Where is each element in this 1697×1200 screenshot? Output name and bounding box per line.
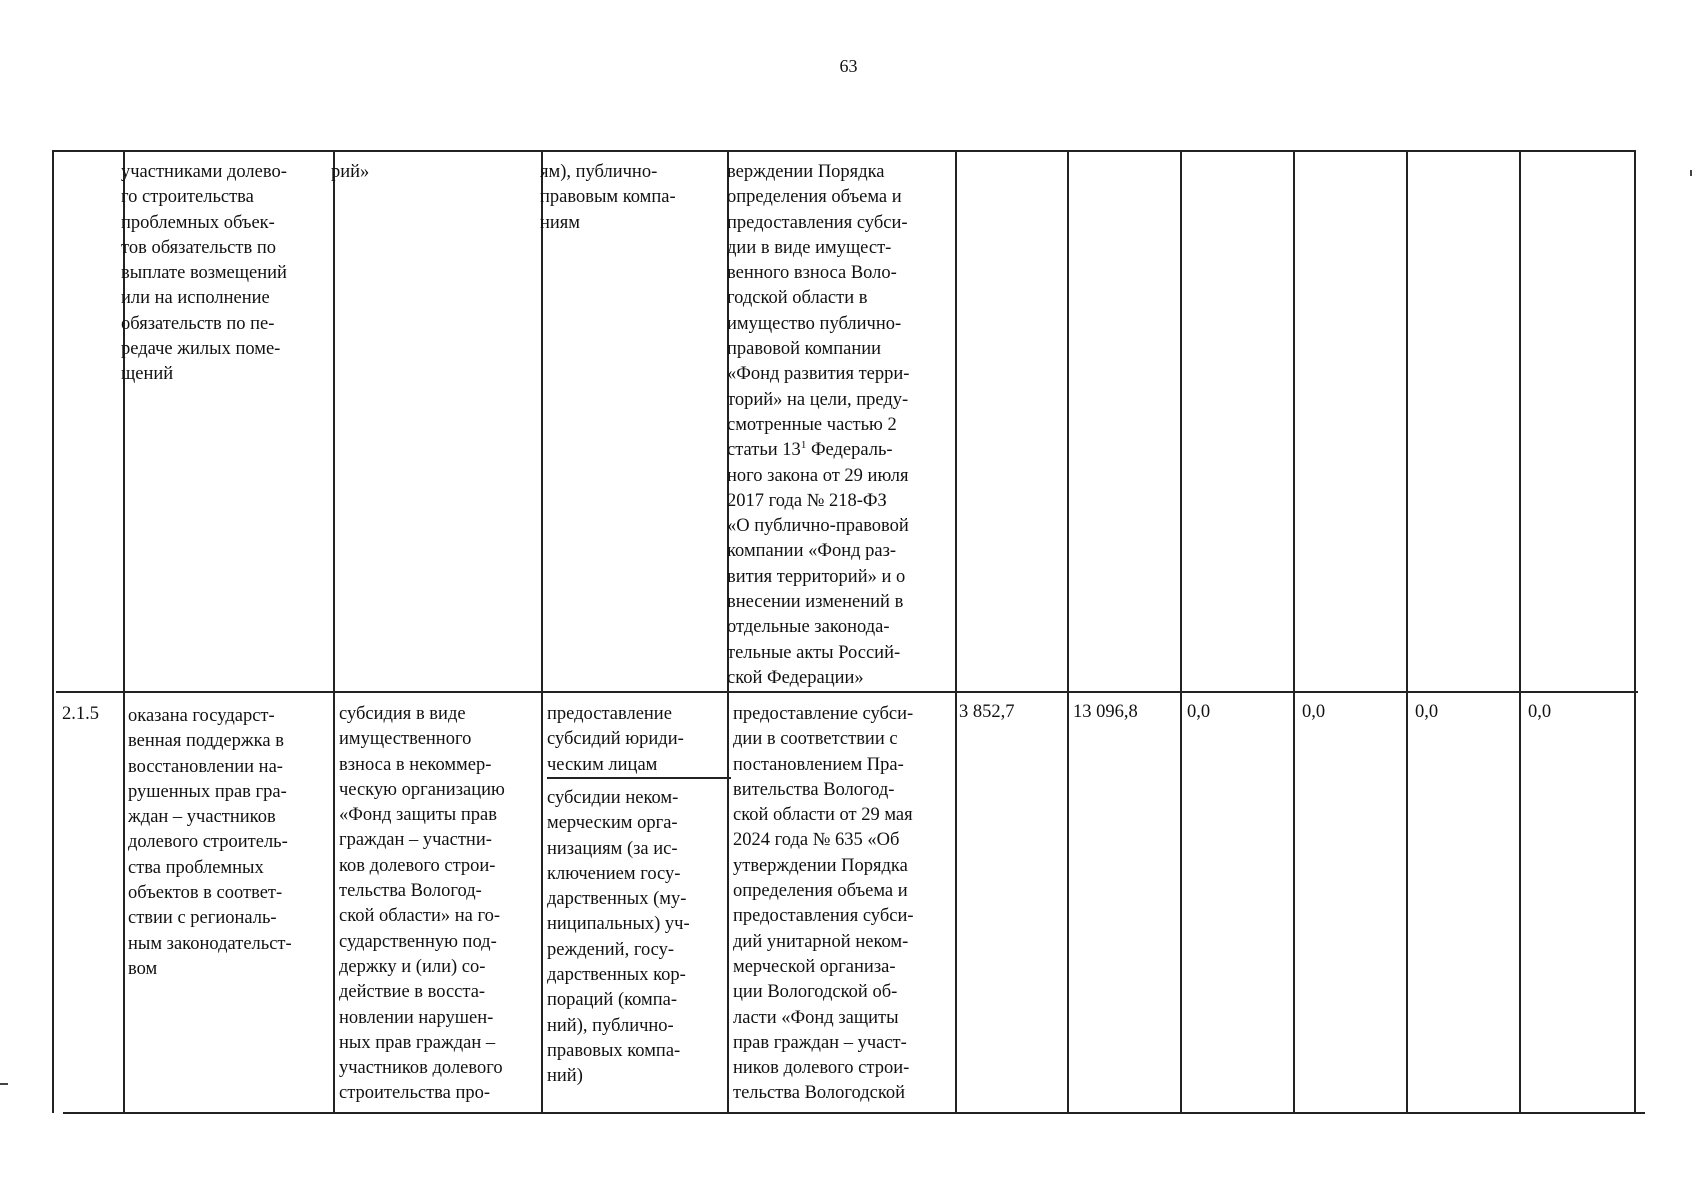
cont-row-col3: рий» — [331, 162, 370, 182]
col-border-12 — [1634, 150, 1636, 1113]
cont-row-col5 — [727, 160, 955, 690]
row-subsidy-text: субсидия в виде имущественного взноса в некоммер- ческую организацию «Фонд защиты прав граждан – участни- ков долевого строи- тельства Вологод- ской области» на го- сударственную под- держку и (или) со- действие в восста- новлении нарушен- ных прав граждан – участников долевого строительства про- — [339, 704, 505, 1104]
col-border-3 — [333, 150, 335, 1113]
row-value-1: 3 852,7 — [959, 702, 1015, 722]
col-border-11 — [1519, 150, 1521, 1113]
cont-row-col4: ям), публично- правовым компа- ниям — [540, 162, 676, 233]
col-border-1 — [52, 150, 54, 1113]
row-divider — [56, 691, 1638, 693]
col-border-8 — [1180, 150, 1182, 1113]
row-number: 2.1.5 — [62, 704, 99, 724]
row-value-3: 0,0 — [1187, 702, 1211, 722]
page-number: 63 — [839, 56, 858, 76]
col-border-7 — [1067, 150, 1069, 1113]
row-value-4: 0,0 — [1302, 702, 1326, 722]
cont-row-col5-text-b: Федераль- ного закона от 29 июля 2017 года № 218-ФЗ «О публично-правовой компании «Фонд раз- вития территорий» и о внесении изменений в отдельные законода- тельные акты Россий- ской Федерации» — [727, 440, 909, 688]
row-value-5: 0,0 — [1415, 702, 1439, 722]
col-border-9 — [1293, 150, 1295, 1113]
row-type-top: предоставление субсидий юриди- ческим лицам — [547, 704, 684, 775]
table-bottom-border — [63, 1112, 1645, 1114]
superscript-1: 1 — [800, 439, 807, 452]
table-top-border — [52, 150, 1636, 152]
scan-mark-left — [0, 1083, 8, 1085]
row-value-6: 0,0 — [1528, 702, 1552, 722]
col-border-10 — [1406, 150, 1408, 1113]
cont-row-col5-text-a: верждении Порядка определения объема и предоставления субси- дии в виде имущест- венного взноса Воло- годской области в имущество публично- правовой компании «Фонд развития терри- торий» на цели, преду- смотренные частью 2 статьи 13 — [727, 162, 910, 461]
row-value-2: 13 096,8 — [1073, 702, 1138, 722]
row-result-text: оказана государст- венная поддержка в восстановлении на- рушенных прав гра- ждан – участников долевого строитель- ства проблемных объектов в соответ- ствии с региональ- ным законодательст- вом — [128, 706, 292, 979]
row-type-bottom: субсидии неком- мерческим орга- низациям (за ис- ключением госу- дарственных (му- ниципальных) уч- реждений, госу- дарственных кор- пораций (компа- ний), публично- правовых компа- ний) — [547, 788, 690, 1087]
cont-row-col2: участниками долево- го строительства проблемных объек- тов обязательств по выплате возмещений или на исполнение обязательств по пе- редаче жилых поме- щений — [121, 162, 287, 385]
scan-mark-right — [1690, 170, 1692, 176]
row-basis-text: предоставление субси- дии в соответствии с постановлением Пра- вительства Вологод- ской области от 29 мая 2024 года № 635 «Об утверждении Порядка определения объема и предоставления субси- дий унитарной неком- мерческой организа- ции Вологодской об- ласти «Фонд защиты прав граждан – участ- ников долевого строи- тельства Вологодской — [733, 704, 914, 1104]
